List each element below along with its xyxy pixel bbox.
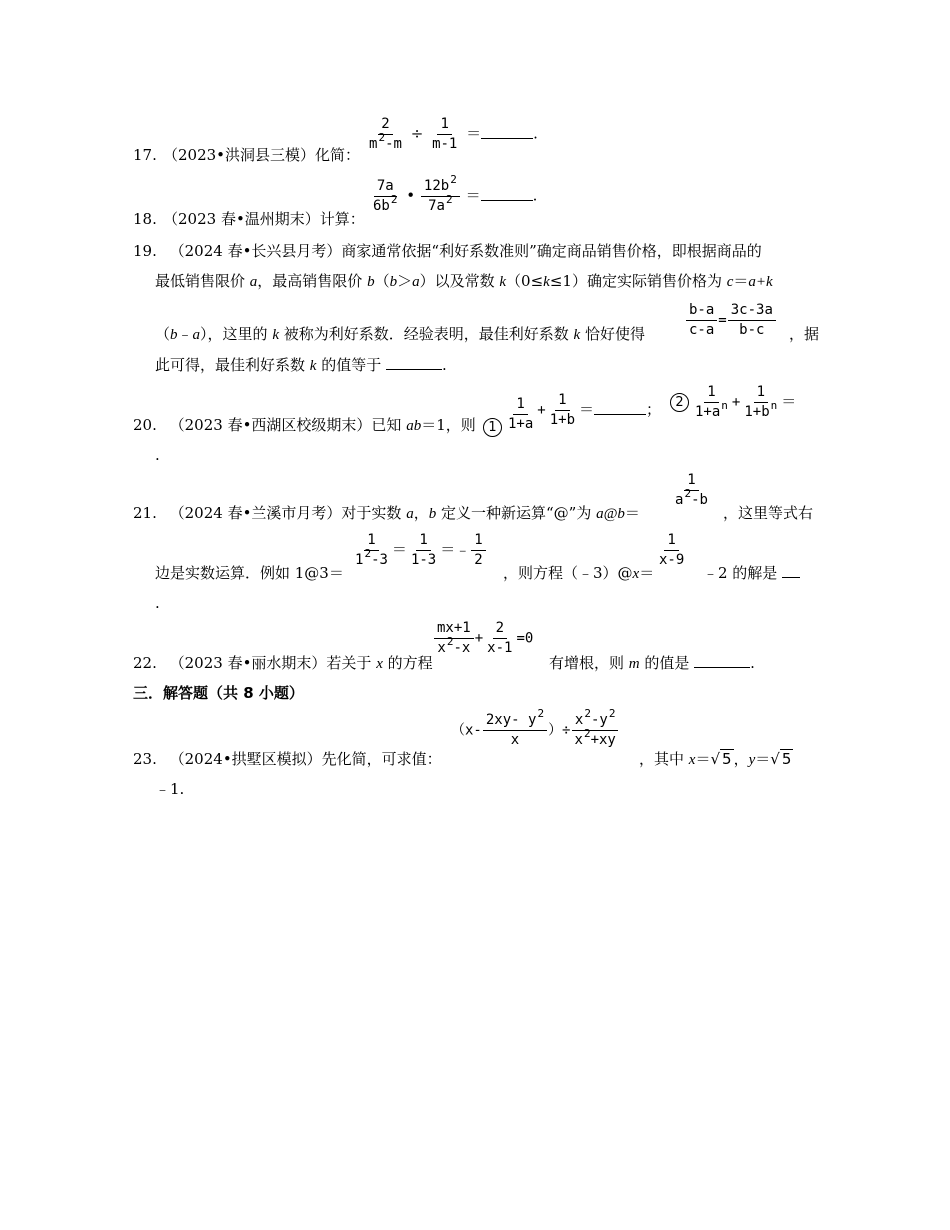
fraction-2: $\frac{1}{1+b}$ xyxy=(549,392,576,428)
problem-23-line-2: ﹣1. xyxy=(155,780,185,798)
fraction-1: $\frac{2}{m^2-m}$ xyxy=(369,116,402,152)
divide-sign: ÷ xyxy=(410,124,424,143)
worksheet-page: 17. （2023•洪洞县三模）化简： $\frac{2}{m^2-m}$ ÷ $\frac{1}{m-1}$ ＝ . 18. （2023 春•温州期末）计算： $\frac{7a}{6b^2}$ • $\frac{12b^2}{7a^2}$ ＝ . 19. （2024 春•长兴县月考）商家通常依据“利好系数准则”确定商品销售价格，即根据商品的 最低销售限价 a，最高销售限价 b（b＞a）以及常数 k（0≤k≤1）确定实际销售价格为 c＝a+k （b﹣a），这里的 k 被称为利好系数．经验表明，最佳利好系数 k 恰好使得 $\frac{b-a}{c-a}$ = $\frac{3c-3a}{b-c}$ ，据 此可得，最佳利好系数 k 的值等于 . 20. （2023 春•西湖区校级期末）已知 ab＝1，则 1 $\frac{1}{1+a}$ + $\frac{1}{1+b}$ ＝ ； 2 $\frac{1}{1+a^n}$ + $\frac{1}{1+b^n}$ ＝ . 21. （2024 春•兰溪市月考）对于实数 a，b 定义一种新运算“@”为 a@b＝ $\frac{1}{a^2-b}$ ，这里等式右 边是实数运算．例如 1@3＝ $\frac{1}{1^2-3}$ ＝ $\frac{1}{1-3}$ ＝﹣ $\frac{1}{2}$ ，则方程（﹣3）@x＝ $\frac{1}{x-9}$ ﹣2 的解是 . 22. （2023 春•丽水期末）若关于 x 的方程 $\frac{mx+1}{x^2-x}$ + $\frac{2}{x-1}$ =0 有增根，则 m 的值是 . 三．解答题（共 8 小题） 23. （2024•拱墅区模拟）先化简，可求值： （x- $\frac{2xy- y^2}{x}$ ）÷ $\frac{x^2-y^2}{x^2+xy}$ ，其中 x＝√ 5 ，y＝√ 5 ﹣1. xyxy=(133,116,820,798)
circled-number: 2 xyxy=(670,393,689,412)
fraction-2: $\frac{1}{m-1}$ xyxy=(432,116,458,152)
fraction-2: $\frac{3c-3a}{b-c}$ xyxy=(728,302,776,339)
fraction-1: $\frac{2xy- y^2}{x}$ xyxy=(483,712,547,749)
section-heading: 三．解答题（共 8 小题） xyxy=(133,684,304,702)
problem-number: 22. xyxy=(133,654,157,672)
fraction-3: $\frac{1}{1+a^n}$ xyxy=(695,384,728,420)
fraction-2: $\frac{2}{x-1}$ xyxy=(487,620,513,656)
circled-number: 1 xyxy=(483,418,502,437)
problem-number: 18. xyxy=(133,210,157,228)
answer-blank[interactable] xyxy=(386,369,442,370)
problem-number: 19. xyxy=(133,242,157,260)
problem-19-line-2: 最低销售限价 a，最高销售限价 b（b＞a）以及常数 k（0≤k≤1）确定实际销售价格为 c＝a+k xyxy=(155,272,773,290)
operation-fraction: $\frac{1}{a^2-b}$ xyxy=(675,472,708,508)
example-fraction-3: $\frac{1}{2}$ xyxy=(471,532,485,569)
problem-21-end: . xyxy=(155,594,160,612)
fraction-expression: $\frac{b-a}{c-a}$ = $\frac{3c-3a}{b-c}$ xyxy=(685,302,777,339)
fraction-1: $\frac{7a}{6b^2}$ xyxy=(373,178,398,214)
answer-blank[interactable] xyxy=(594,414,646,415)
equation-fraction: $\frac{1}{x-9}$ xyxy=(659,532,685,568)
part-2-expression: 2 $\frac{1}{1+a^n}$ + $\frac{1}{1+b^n}$ ＝ xyxy=(668,384,796,421)
problem-19-line-4: 此可得，最佳利好系数 k 的值等于 . xyxy=(155,356,447,374)
example-expression: $\frac{1}{1^2-3}$ ＝ $\frac{1}{1-3}$ ＝﹣ $\frac{1}{2}$ xyxy=(351,532,487,569)
answer-blank[interactable] xyxy=(782,577,800,578)
fraction-2: $\frac{x^2-y^2}{x^2+xy}$ xyxy=(572,712,619,749)
problem-number: 21. xyxy=(133,504,157,522)
answer-blank[interactable] xyxy=(481,200,533,201)
problem-number: 23. xyxy=(133,750,157,768)
fraction-expression: $\frac{2}{m^2-m}$ ÷ $\frac{1}{m-1}$ ＝ . xyxy=(365,116,538,153)
example-fraction-2: $\frac{1}{1-3}$ xyxy=(410,532,437,568)
problem-source: （2023 春•温州期末）计算： xyxy=(163,210,365,228)
equation-expression: $\frac{mx+1}{x^2-x}$ + $\frac{2}{x-1}$ =0 xyxy=(433,620,533,657)
answer-blank[interactable] xyxy=(481,138,533,139)
fraction-1: $\frac{1}{1+a}$ xyxy=(508,396,534,432)
problem-number: 17. xyxy=(133,146,157,164)
fraction-2: $\frac{12b^2}{7a^2}$ xyxy=(421,178,460,215)
fraction-4: $\frac{1}{1+b^n}$ xyxy=(744,384,778,420)
fraction-1: $\frac{mx+1}{x^2-x}$ xyxy=(434,620,474,657)
problem-20-end: . xyxy=(155,446,160,464)
problem-19: 19. （2024 春•长兴县月考）商家通常依据“利好系数准则”确定商品销售价格，即根据商品的 xyxy=(133,242,762,260)
fraction-1: $\frac{b-a}{c-a}$ xyxy=(686,302,717,339)
sqrt-five: √ 5 xyxy=(710,750,732,768)
example-fraction-1: $\frac{1}{1^2-3}$ xyxy=(355,532,388,568)
problem-number: 20. xyxy=(133,416,157,434)
part-1-expression: 1 $\frac{1}{1+a}$ + $\frac{1}{1+b}$ ＝ ； xyxy=(481,384,661,437)
answer-blank[interactable] xyxy=(694,667,750,668)
multiply-dot: • xyxy=(406,186,416,205)
fraction-expression: $\frac{7a}{6b^2}$ • $\frac{12b^2}{7a^2}$ ＝ . xyxy=(369,178,537,215)
sqrt-five: √ 5 xyxy=(770,750,792,768)
problem-source: （2023•洪洞县三模）化简： xyxy=(163,146,361,164)
simplify-expression: （x- $\frac{2xy- y^2}{x}$ ）÷ $\frac{x^2-y^2}{x^2+xy}$ xyxy=(451,712,620,749)
